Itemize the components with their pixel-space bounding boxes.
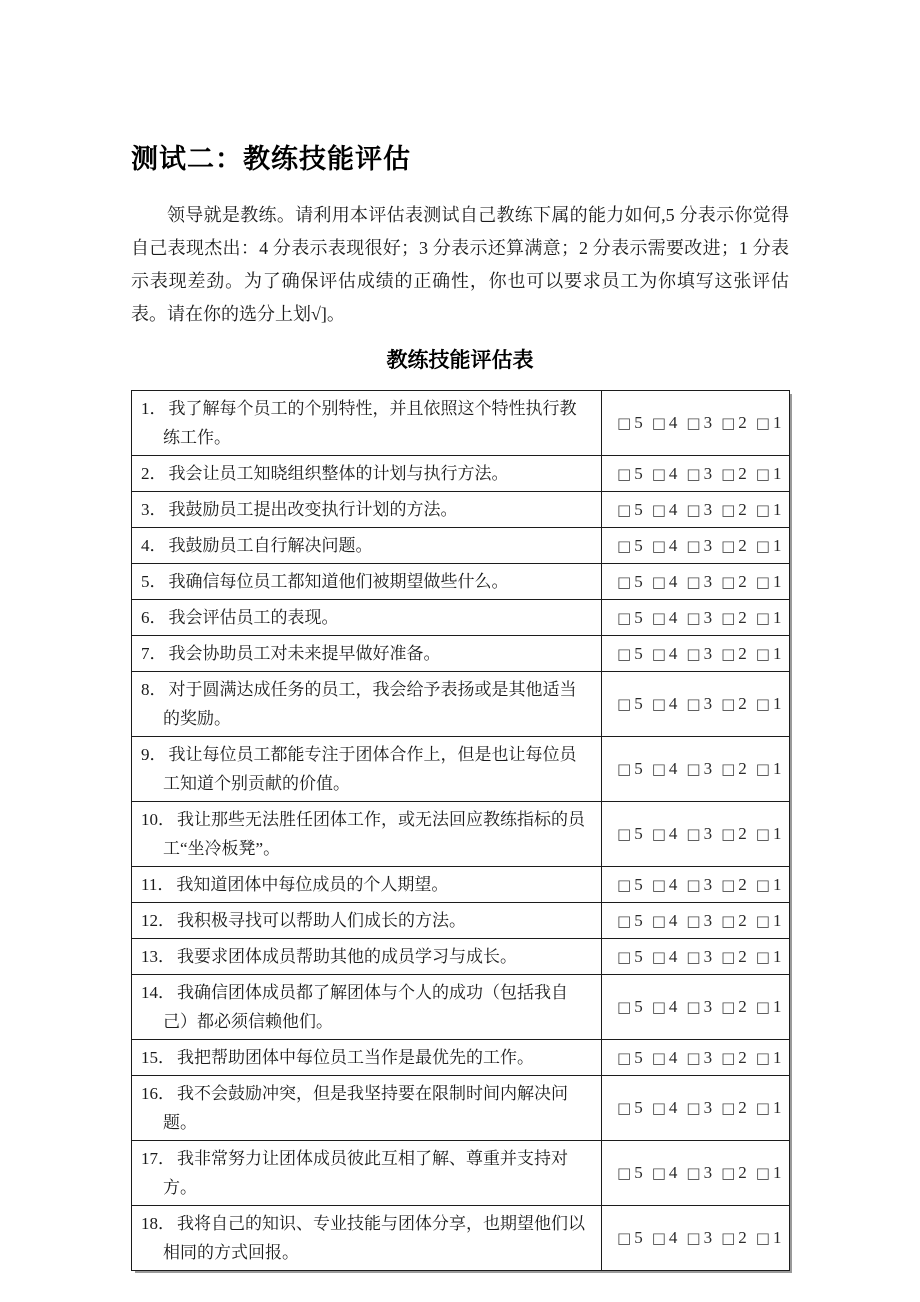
checkbox-icon: □ [755,1099,770,1117]
question-text: 我让每位员工都能专注于团体合作上，但是也让每位员工知道个别贡献的价值。 [163,745,577,793]
rating-option-1[interactable]: □ 1 [755,571,782,591]
rating-option-1[interactable]: □ 1 [755,643,782,663]
checkbox-icon: □ [721,500,736,519]
checkbox-icon: □ [755,464,770,483]
checkbox-icon: □ [686,998,701,1016]
question-number: 11． [141,875,175,894]
question-text: 我非常努力让团体成员彼此互相了解、尊重并支持对方。 [163,1149,568,1197]
checkbox-icon: □ [617,500,632,519]
checkbox-icon: □ [755,608,770,627]
rating-option-4[interactable]: □ 4 [651,535,678,555]
question-text: 我了解每个员工的个别特性，并且依照这个特性执行教练工作。 [163,399,577,447]
checkbox-icon: □ [721,1164,736,1182]
checkbox-icon: □ [651,825,666,843]
table-row [132,802,790,867]
checkbox-icon: □ [617,1164,632,1182]
question-number: 7． [141,644,167,663]
question-cell [132,564,602,600]
question-cell [132,867,602,903]
table-row [132,564,790,600]
checkbox-icon: □ [686,608,701,627]
checkbox-icon: □ [617,947,632,966]
checkbox-icon: □ [755,1164,770,1182]
table-row [132,1040,790,1076]
checkbox-icon: □ [686,572,701,591]
question-cell [132,391,602,456]
checkbox-icon: □ [686,536,701,555]
checkbox-icon: □ [651,1164,666,1182]
rating-option-2[interactable]: □ 2 [721,535,747,555]
rating-option-2[interactable]: □ 2 [721,946,747,966]
rating-option-3[interactable]: □ 3 [686,413,713,432]
checkbox-icon: □ [721,572,736,591]
question-number: 10． [141,810,175,829]
question-text: 我确信团体成员都了解团体与个人的成功（包括我自己）都必须信赖他们。 [163,983,568,1031]
question-text: 我会协助员工对未来提早做好准备。 [168,644,441,663]
rating-option-1[interactable]: □ 1 [755,535,782,555]
question-cell [132,492,602,528]
rating-option-4[interactable]: □ 4 [651,824,678,843]
checkbox-icon: □ [721,695,736,713]
table-row [132,975,790,1040]
question-text: 我要求团体成员帮助其他的成员学习与成长。 [177,947,517,966]
rating-option-4[interactable]: □ 4 [651,1098,678,1117]
rating-option-4[interactable]: □ 4 [651,463,678,483]
checkbox-icon: □ [617,608,632,627]
question-cell [132,600,602,636]
checkbox-icon: □ [617,760,632,778]
rating-option-1[interactable]: □ 1 [755,824,782,843]
question-number: 6． [141,608,167,627]
checkbox-icon: □ [651,1099,666,1117]
rating-option-2[interactable]: □ 2 [721,759,747,778]
rating-option-3[interactable]: □ 3 [686,910,713,930]
checkbox-icon: □ [755,500,770,519]
checkbox-icon: □ [686,1099,701,1117]
checkbox-icon: □ [721,536,736,555]
checkbox-icon: □ [617,998,632,1016]
question-number: 14． [141,983,175,1002]
question-number: 18． [141,1214,175,1233]
checkbox-icon: □ [686,1164,701,1182]
rating-option-5[interactable]: □ 5 [617,463,643,483]
question-text-wrap [141,870,593,899]
rating-option-3[interactable]: □ 3 [686,499,713,519]
question-number: 8． [141,680,167,699]
question-text: 我把帮助团体中每位员工当作是最优先的工作。 [177,1048,534,1067]
checkbox-icon: □ [721,825,736,843]
rating-option-3[interactable]: □ 3 [686,694,713,713]
rating-option-1[interactable]: □ 1 [755,910,782,930]
question-number: 12． [141,911,175,930]
table-title: 教练技能评估表 [386,349,534,372]
checkbox-icon: □ [755,947,770,966]
rating-option-2[interactable]: □ 2 [721,571,747,591]
rating-option-4[interactable]: □ 4 [651,694,678,713]
question-text: 我不会鼓励冲突，但是我坚持要在限制时间内解决问题。 [163,1084,568,1132]
assessment-table [131,390,790,1271]
question-number: 15． [141,1048,175,1067]
rating-option-1[interactable]: □ 1 [755,607,782,627]
rating-option-2[interactable]: □ 2 [721,910,747,930]
rating-option-3[interactable]: □ 3 [686,824,713,843]
checkbox-icon: □ [651,760,666,778]
rating-cell [602,492,790,528]
rating-option-5[interactable]: □ 5 [617,1163,643,1182]
question-cell [132,737,602,802]
rating-option-1[interactable]: □ 1 [755,694,782,713]
rating-option-5[interactable]: □ 5 [617,910,643,930]
table-row [132,1076,790,1141]
question-text: 我知道团体中每位成员的个人期望。 [176,875,449,894]
rating-option-1[interactable]: □ 1 [755,1228,782,1247]
rating-cell [602,456,790,492]
question-text-wrap [141,675,593,733]
checkbox-icon: □ [617,1229,632,1247]
question-number: 17． [141,1149,175,1168]
checkbox-icon: □ [651,536,666,555]
rating-option-5[interactable]: □ 5 [617,874,643,894]
rating-option-3[interactable]: □ 3 [686,571,713,591]
rating-option-2[interactable]: □ 2 [721,413,747,432]
checkbox-icon: □ [686,414,701,432]
question-number: 3． [141,500,167,519]
checkbox-icon: □ [686,695,701,713]
table-row [132,939,790,975]
checkbox-icon: □ [721,947,736,966]
question-cell [132,1040,602,1076]
question-text-wrap [141,942,593,971]
checkbox-icon: □ [617,825,632,843]
question-text-wrap [141,531,593,560]
checkbox-icon: □ [651,998,666,1016]
rating-option-4[interactable]: □ 4 [651,1047,678,1067]
checkbox-icon: □ [651,644,666,663]
question-number: 13． [141,947,175,966]
question-cell [132,939,602,975]
rating-option-2[interactable]: □ 2 [721,463,747,483]
rating-option-2[interactable]: □ 2 [721,499,747,519]
table-row [132,391,790,456]
question-text-wrap [141,394,593,452]
checkbox-icon: □ [651,500,666,519]
question-text-wrap [141,805,593,863]
rating-option-4[interactable]: □ 4 [651,1163,678,1182]
rating-option-5[interactable]: □ 5 [617,643,643,663]
table-row [132,456,790,492]
intro-paragraph: 领导就是教练。请利用本评估表测试自己教练下属的能力如何,5 分表示你觉得自己表现杰出：4 分表示表现很好；3 分表示还算满意；2 分表示需要改进；1 分表示表现差劲。为了确保评估成绩的正确性，你也可以要求员工为你填写这张评估表。请在你的选分上划√]。 [131,205,789,324]
checkbox-icon: □ [755,536,770,555]
rating-option-2[interactable]: □ 2 [721,1163,747,1182]
checkbox-icon: □ [721,414,736,432]
rating-option-5[interactable]: □ 5 [617,694,643,713]
question-number: 4． [141,536,167,555]
rating-option-1[interactable]: □ 1 [755,499,782,519]
rating-cell [602,939,790,975]
rating-option-5[interactable]: □ 5 [617,499,643,519]
rating-cell [602,1141,790,1206]
question-cell [132,636,602,672]
question-cell [132,1141,602,1206]
rating-cell [602,802,790,867]
table-row [132,903,790,939]
checkbox-icon: □ [686,500,701,519]
rating-option-3[interactable]: □ 3 [686,1163,713,1182]
rating-option-3[interactable]: □ 3 [686,643,713,663]
rating-option-3[interactable]: □ 3 [686,759,713,778]
checkbox-icon: □ [651,572,666,591]
checkbox-icon: □ [686,825,701,843]
checkbox-icon: □ [755,760,770,778]
rating-option-5[interactable]: □ 5 [617,607,643,627]
checkbox-icon: □ [651,875,666,894]
rating-option-1[interactable]: □ 1 [755,1098,782,1117]
rating-option-3[interactable]: □ 3 [686,1098,713,1117]
checkbox-icon: □ [651,414,666,432]
rating-cell [602,564,790,600]
checkbox-icon: □ [721,1048,736,1067]
question-text: 我将自己的知识、专业技能与团体分享，也期望他们以相同的方式回报。 [163,1214,585,1262]
checkbox-icon: □ [755,695,770,713]
rating-option-4[interactable]: □ 4 [651,1228,678,1247]
question-text-wrap [141,740,593,798]
rating-option-4[interactable]: □ 4 [651,607,678,627]
question-text-wrap [141,495,593,524]
checkbox-icon: □ [651,1048,666,1067]
checkbox-icon: □ [686,644,701,663]
checkbox-icon: □ [721,875,736,894]
checkbox-icon: □ [686,875,701,894]
rating-option-2[interactable]: □ 2 [721,694,747,713]
rating-option-5[interactable]: □ 5 [617,824,643,843]
question-cell [132,1206,602,1271]
question-text: 我积极寻找可以帮助人们成长的方法。 [177,911,466,930]
table-row [132,672,790,737]
checkbox-icon: □ [617,572,632,591]
rating-option-3[interactable]: □ 3 [686,1047,713,1067]
rating-option-5[interactable]: □ 5 [617,413,643,432]
rating-option-2[interactable]: □ 2 [721,824,747,843]
question-text-wrap [141,1043,593,1072]
rating-option-5[interactable]: □ 5 [617,946,643,966]
rating-cell [602,1076,790,1141]
rating-cell [602,672,790,737]
rating-option-5[interactable]: □ 5 [617,535,643,555]
rating-option-3[interactable]: □ 3 [686,607,713,627]
question-number: 2． [141,464,167,483]
question-cell [132,975,602,1040]
question-text-wrap [141,567,593,596]
checkbox-icon: □ [686,1229,701,1247]
checkbox-icon: □ [617,695,632,713]
rating-option-2[interactable]: □ 2 [721,1098,747,1117]
rating-cell [602,528,790,564]
question-text-wrap [141,906,593,935]
rating-option-3[interactable]: □ 3 [686,946,713,966]
rating-cell [602,1040,790,1076]
rating-option-2[interactable]: □ 2 [721,643,747,663]
checkbox-icon: □ [651,1229,666,1247]
rating-option-1[interactable]: □ 1 [755,1163,782,1182]
table-row [132,1141,790,1206]
checkbox-icon: □ [686,1048,701,1067]
checkbox-icon: □ [686,760,701,778]
question-cell [132,1076,602,1141]
rating-option-2[interactable]: □ 2 [721,607,747,627]
rating-cell [602,975,790,1040]
rating-option-4[interactable]: □ 4 [651,643,678,663]
table-row [132,737,790,802]
checkbox-icon: □ [617,1099,632,1117]
question-text-wrap [141,1079,593,1137]
rating-option-5[interactable]: □ 5 [617,759,643,778]
question-text-wrap [141,1209,593,1267]
rating-option-5[interactable]: □ 5 [617,997,643,1016]
rating-option-3[interactable]: □ 3 [686,874,713,894]
rating-option-4[interactable]: □ 4 [651,946,678,966]
question-text-wrap [141,1144,593,1202]
rating-option-5[interactable]: □ 5 [617,1098,643,1117]
rating-option-2[interactable]: □ 2 [721,874,747,894]
checkbox-icon: □ [686,911,701,930]
rating-option-1[interactable]: □ 1 [755,874,782,894]
table-row [132,1206,790,1271]
rating-option-3[interactable]: □ 3 [686,1228,713,1247]
checkbox-icon: □ [721,911,736,930]
checkbox-icon: □ [617,911,632,930]
rating-cell [602,867,790,903]
page-title: 测试二：教练技能评估 [131,144,411,174]
checkbox-icon: □ [755,998,770,1016]
rating-cell [602,903,790,939]
rating-option-4[interactable]: □ 4 [651,499,678,519]
assessment-table-body [132,391,790,1271]
table-row [132,528,790,564]
checkbox-icon: □ [755,825,770,843]
rating-option-1[interactable]: □ 1 [755,1047,782,1067]
rating-option-5[interactable]: □ 5 [617,1047,643,1067]
rating-option-1[interactable]: □ 1 [755,997,782,1016]
question-cell [132,802,602,867]
checkbox-icon: □ [617,1048,632,1067]
checkbox-icon: □ [721,760,736,778]
checkbox-icon: □ [651,464,666,483]
question-text: 我会让员工知晓组织整体的计划与执行方法。 [168,464,509,483]
checkbox-icon: □ [755,911,770,930]
rating-option-3[interactable]: □ 3 [686,535,713,555]
checkbox-icon: □ [755,414,770,432]
checkbox-icon: □ [721,1099,736,1117]
question-number: 16． [141,1084,175,1103]
checkbox-icon: □ [686,464,701,483]
rating-option-4[interactable]: □ 4 [651,874,678,894]
checkbox-icon: □ [755,1229,770,1247]
question-cell [132,903,602,939]
rating-cell [602,391,790,456]
checkbox-icon: □ [721,644,736,663]
checkbox-icon: □ [617,536,632,555]
question-cell [132,456,602,492]
rating-option-3[interactable]: □ 3 [686,997,713,1016]
question-text-wrap [141,459,593,488]
checkbox-icon: □ [617,875,632,894]
table-row [132,636,790,672]
rating-cell [602,737,790,802]
checkbox-icon: □ [755,644,770,663]
rating-option-4[interactable]: □ 4 [651,910,678,930]
checkbox-icon: □ [651,947,666,966]
question-text-wrap [141,639,593,668]
question-number: 1． [141,399,167,418]
checkbox-icon: □ [617,414,632,432]
rating-option-1[interactable]: □ 1 [755,413,782,432]
question-text: 我确信每位员工都知道他们被期望做些什么。 [168,572,509,591]
question-number: 9． [141,745,167,764]
checkbox-icon: □ [755,1048,770,1067]
rating-option-1[interactable]: □ 1 [755,946,782,966]
checkbox-icon: □ [721,998,736,1016]
checkbox-icon: □ [651,608,666,627]
checkbox-icon: □ [755,572,770,591]
rating-option-2[interactable]: □ 2 [721,997,747,1016]
rating-option-1[interactable]: □ 1 [755,759,782,778]
question-cell [132,672,602,737]
rating-cell [602,600,790,636]
table-row [132,600,790,636]
checkbox-icon: □ [651,911,666,930]
rating-cell [602,1206,790,1271]
rating-option-1[interactable]: □ 1 [755,463,782,483]
rating-option-2[interactable]: □ 2 [721,1047,747,1067]
rating-cell [602,636,790,672]
question-text: 我会评估员工的表现。 [168,608,339,627]
table-row [132,492,790,528]
checkbox-icon: □ [686,947,701,966]
question-text-wrap [141,603,593,632]
checkbox-icon: □ [651,695,666,713]
question-text: 我鼓励员工自行解决问题。 [168,536,373,555]
checkbox-icon: □ [755,875,770,894]
rating-option-3[interactable]: □ 3 [686,463,713,483]
rating-option-5[interactable]: □ 5 [617,1228,643,1247]
question-text: 对于圆满达成任务的员工，我会给予表扬或是其他适当的奖励。 [163,680,577,728]
checkbox-icon: □ [617,464,632,483]
checkbox-icon: □ [721,608,736,627]
checkbox-icon: □ [721,1229,736,1247]
question-number: 5． [141,572,167,591]
rating-option-4[interactable]: □ 4 [651,571,678,591]
checkbox-icon: □ [617,644,632,663]
rating-option-4[interactable]: □ 4 [651,413,678,432]
checkbox-icon: □ [721,464,736,483]
rating-option-4[interactable]: □ 4 [651,759,678,778]
question-text: 我鼓励员工提出改变执行计划的方法。 [168,500,458,519]
question-text-wrap [141,978,593,1036]
question-text: 我让那些无法胜任团体工作，或无法回应教练指标的员工“坐冷板凳”。 [163,810,585,858]
rating-option-4[interactable]: □ 4 [651,997,678,1016]
table-row [132,867,790,903]
question-cell [132,528,602,564]
rating-option-5[interactable]: □ 5 [617,571,643,591]
rating-option-2[interactable]: □ 2 [721,1228,747,1247]
